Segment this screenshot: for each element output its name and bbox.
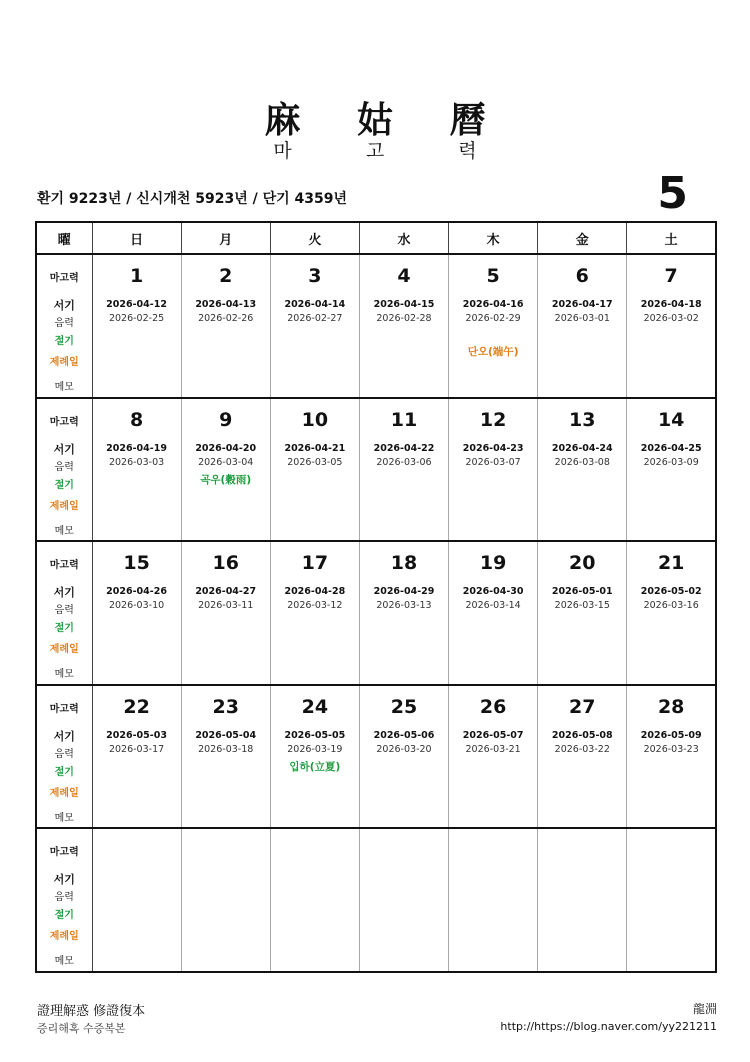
label-mago: 마고력	[49, 416, 79, 428]
lunar-date: 2026-03-10	[108, 600, 165, 612]
weekday-header: 木	[449, 222, 538, 254]
label-eumryeok: 음력	[54, 748, 74, 760]
label-memo: 메모	[54, 382, 74, 393]
day-cell[interactable]	[181, 254, 270, 398]
day-number: 6	[575, 265, 589, 287]
day-cell[interactable]	[627, 398, 716, 542]
week-row	[36, 398, 716, 542]
row-label-stack	[37, 255, 92, 393]
era-line: 환기 9223년 / 신시개천 5923년 / 단기 4359년	[37, 191, 348, 207]
lunar-date: 2026-03-11	[198, 600, 254, 612]
lunar-date: 2026-03-14	[465, 600, 521, 612]
day-cell[interactable]	[92, 828, 181, 972]
label-jerye: 제례일	[49, 500, 79, 512]
day-cell[interactable]	[538, 254, 627, 398]
calendar-grid	[35, 221, 717, 973]
label-eumryeok: 음력	[54, 318, 74, 329]
row-labels	[36, 828, 92, 972]
label-jeolgi: 절기	[54, 623, 74, 635]
solar-date: 2026-05-03	[106, 729, 167, 741]
solar-date: 2026-05-02	[640, 586, 702, 598]
label-jerye: 제례일	[49, 931, 79, 943]
row-labels	[36, 398, 92, 542]
day-cell[interactable]	[449, 685, 538, 829]
day-cell[interactable]	[538, 398, 627, 542]
solar-date: 2026-04-13	[195, 299, 257, 310]
solar-date: 2026-05-09	[640, 729, 702, 741]
label-jeolgi: 절기	[54, 479, 74, 491]
day-number: 11	[390, 408, 418, 431]
day-number: 23	[212, 695, 239, 718]
day-number: 27	[569, 695, 596, 718]
lunar-date: 2026-03-01	[554, 313, 610, 324]
weekday-header: 日	[92, 222, 181, 254]
lunar-date: 2026-03-06	[376, 456, 432, 468]
ritual-day: 단오(端午)	[467, 346, 519, 358]
solar-date: 2026-04-23	[462, 442, 524, 454]
solar-date: 2026-04-16	[462, 299, 524, 310]
lunar-date: 2026-03-16	[643, 600, 699, 612]
lunar-date: 2026-03-07	[465, 456, 521, 468]
lunar-date: 2026-03-15	[554, 600, 610, 612]
solar-date: 2026-05-08	[551, 729, 613, 741]
day-cell[interactable]	[627, 541, 716, 685]
day-number: 13	[569, 408, 596, 431]
row-labels	[36, 541, 92, 685]
solar-date: 2026-05-06	[373, 729, 435, 741]
day-cell[interactable]	[92, 685, 181, 829]
weekday-header: 曜	[36, 222, 92, 254]
day-number: 10	[301, 408, 329, 431]
label-jerye: 제례일	[49, 644, 79, 656]
day-cell[interactable]	[449, 254, 538, 398]
day-cell[interactable]	[181, 541, 270, 685]
solar-date: 2026-04-14	[284, 299, 346, 310]
lunar-date: 2026-03-20	[376, 743, 432, 755]
day-number: 9	[219, 408, 233, 431]
solar-term: 입하(立夏)	[289, 760, 341, 773]
label-eumryeok: 음력	[54, 461, 74, 473]
solar-date: 2026-04-20	[195, 442, 257, 454]
lunar-date: 2026-03-05	[287, 456, 343, 468]
day-number: 16	[212, 552, 239, 575]
author-name: 龍淵	[692, 1002, 717, 1016]
day-cell[interactable]	[181, 398, 270, 542]
solar-date: 2026-04-26	[106, 586, 167, 598]
day-number: 12	[479, 408, 507, 431]
month-number: 5	[657, 168, 688, 219]
day-cell[interactable]	[270, 828, 359, 972]
weekday-header: 火	[270, 222, 359, 254]
solar-date: 2026-04-17	[551, 299, 613, 310]
label-mago: 마고력	[49, 847, 79, 859]
day-number: 19	[479, 552, 507, 575]
row-labels	[36, 685, 92, 829]
motto-hangul: 증리해혹 수증복본	[37, 1022, 126, 1035]
day-number: 18	[390, 552, 418, 575]
label-seogi: 서기	[53, 873, 75, 887]
solar-date: 2026-04-22	[373, 442, 435, 454]
day-number: 4	[397, 265, 411, 287]
lunar-date: 2026-02-25	[108, 313, 165, 324]
day-number: 20	[569, 552, 596, 575]
weekday-header: 月	[181, 222, 270, 254]
day-cell[interactable]	[359, 541, 448, 685]
label-memo: 메모	[54, 525, 74, 537]
label-eumryeok: 음력	[54, 605, 74, 617]
label-memo: 메모	[54, 956, 74, 968]
day-cell[interactable]	[181, 828, 270, 972]
row-label-stack	[37, 829, 92, 967]
lunar-date: 2026-03-18	[198, 743, 254, 755]
label-jerye: 제례일	[49, 787, 79, 799]
day-cell[interactable]	[270, 541, 359, 685]
day-number: 3	[308, 265, 322, 287]
label-mago: 마고력	[49, 703, 79, 715]
solar-date: 2026-04-30	[462, 586, 524, 598]
day-cell[interactable]	[270, 254, 359, 398]
day-cell[interactable]	[538, 541, 627, 685]
label-seogi: 서기	[53, 729, 75, 743]
lunar-date: 2026-03-08	[554, 456, 610, 468]
lunar-date: 2026-03-12	[287, 600, 343, 612]
solar-date: 2026-04-24	[551, 442, 613, 454]
solar-date: 2026-04-19	[106, 442, 167, 454]
blog-url[interactable]: http://https://blog.naver.com/yy221211	[500, 1020, 717, 1033]
solar-date: 2026-04-27	[195, 586, 257, 598]
solar-date: 2026-05-07	[462, 729, 524, 741]
solar-date: 2026-04-18	[640, 299, 702, 310]
day-number: 5	[486, 265, 500, 287]
weekday-header-row	[36, 222, 716, 254]
label-memo: 메모	[54, 669, 74, 681]
label-mago: 마고력	[49, 273, 79, 284]
week-row	[36, 685, 716, 829]
day-number: 28	[657, 695, 685, 718]
solar-date: 2026-04-12	[106, 299, 167, 310]
lunar-date: 2026-03-09	[643, 456, 699, 468]
day-cell[interactable]	[449, 398, 538, 542]
label-jerye: 제례일	[49, 357, 79, 368]
lunar-date: 2026-03-22	[554, 743, 610, 755]
day-number: 25	[390, 695, 418, 718]
day-number: 22	[123, 695, 150, 718]
lunar-date: 2026-03-04	[198, 456, 254, 468]
solar-date: 2026-04-21	[284, 442, 346, 454]
day-cell[interactable]	[92, 398, 181, 542]
weekday-header: 水	[359, 222, 448, 254]
solar-date: 2026-04-28	[284, 586, 346, 598]
weekday-header: 土	[627, 222, 716, 254]
row-label-stack	[37, 542, 92, 680]
lunar-date: 2026-02-28	[376, 313, 432, 324]
day-cell[interactable]	[449, 541, 538, 685]
lunar-date: 2026-03-19	[287, 743, 343, 755]
day-number: 21	[657, 552, 685, 575]
label-seogi: 서기	[53, 299, 75, 312]
lunar-date: 2026-02-27	[287, 313, 343, 324]
day-number: 26	[479, 695, 507, 718]
day-cell[interactable]	[270, 398, 359, 542]
lunar-date: 2026-02-26	[198, 313, 254, 324]
lunar-date: 2026-03-21	[465, 743, 521, 755]
lunar-date: 2026-03-03	[108, 456, 165, 468]
label-mago: 마고력	[49, 560, 79, 572]
lunar-date: 2026-03-02	[643, 313, 699, 324]
day-number: 2	[219, 265, 233, 287]
solar-date: 2026-04-15	[373, 299, 435, 310]
label-jeolgi: 절기	[54, 336, 74, 347]
day-cell[interactable]	[449, 828, 538, 972]
calendar-subtitle: 마 고 력	[273, 140, 511, 162]
solar-date: 2026-05-01	[551, 586, 613, 598]
label-memo: 메모	[54, 812, 74, 824]
solar-date: 2026-05-04	[195, 729, 257, 741]
day-cell[interactable]	[270, 685, 359, 829]
day-cell[interactable]	[359, 828, 448, 972]
week-row	[36, 541, 716, 685]
day-cell[interactable]	[538, 685, 627, 829]
motto-hanja: 證理解惑 修證復本	[37, 1004, 146, 1019]
label-seogi: 서기	[53, 586, 75, 600]
day-number: 7	[664, 265, 678, 287]
label-jeolgi: 절기	[54, 766, 74, 778]
day-number: 17	[301, 552, 329, 575]
solar-date: 2026-05-05	[284, 729, 346, 741]
row-label-stack	[37, 399, 92, 537]
day-cell[interactable]	[627, 685, 716, 829]
day-number: 14	[657, 408, 685, 431]
day-cell[interactable]	[359, 398, 448, 542]
day-cell[interactable]	[92, 541, 181, 685]
solar-date: 2026-04-29	[373, 586, 435, 598]
day-cell[interactable]	[627, 254, 716, 398]
row-labels	[36, 254, 92, 398]
day-cell[interactable]	[627, 828, 716, 972]
day-cell[interactable]	[92, 254, 181, 398]
solar-date: 2026-04-25	[640, 442, 702, 454]
weekday-header: 金	[538, 222, 627, 254]
label-seogi: 서기	[53, 442, 75, 456]
week-row	[36, 828, 716, 972]
solar-term: 곡우(穀雨)	[200, 473, 252, 486]
day-number: 24	[301, 695, 329, 718]
lunar-date: 2026-03-23	[643, 743, 699, 755]
label-jeolgi: 절기	[54, 910, 74, 922]
lunar-date: 2026-03-13	[376, 600, 432, 612]
day-cell[interactable]	[359, 254, 448, 398]
day-number: 8	[129, 408, 144, 431]
lunar-date: 2026-03-17	[108, 743, 165, 755]
day-number: 15	[123, 552, 150, 575]
day-cell[interactable]	[538, 828, 627, 972]
week-row	[36, 254, 716, 398]
calendar-title: 麻 姑 曆	[264, 99, 508, 141]
day-cell[interactable]	[181, 685, 270, 829]
day-cell[interactable]	[359, 685, 448, 829]
day-number: 1	[129, 265, 144, 287]
row-label-stack	[37, 686, 92, 824]
label-eumryeok: 음력	[54, 892, 74, 904]
lunar-date: 2026-02-29	[465, 313, 521, 324]
